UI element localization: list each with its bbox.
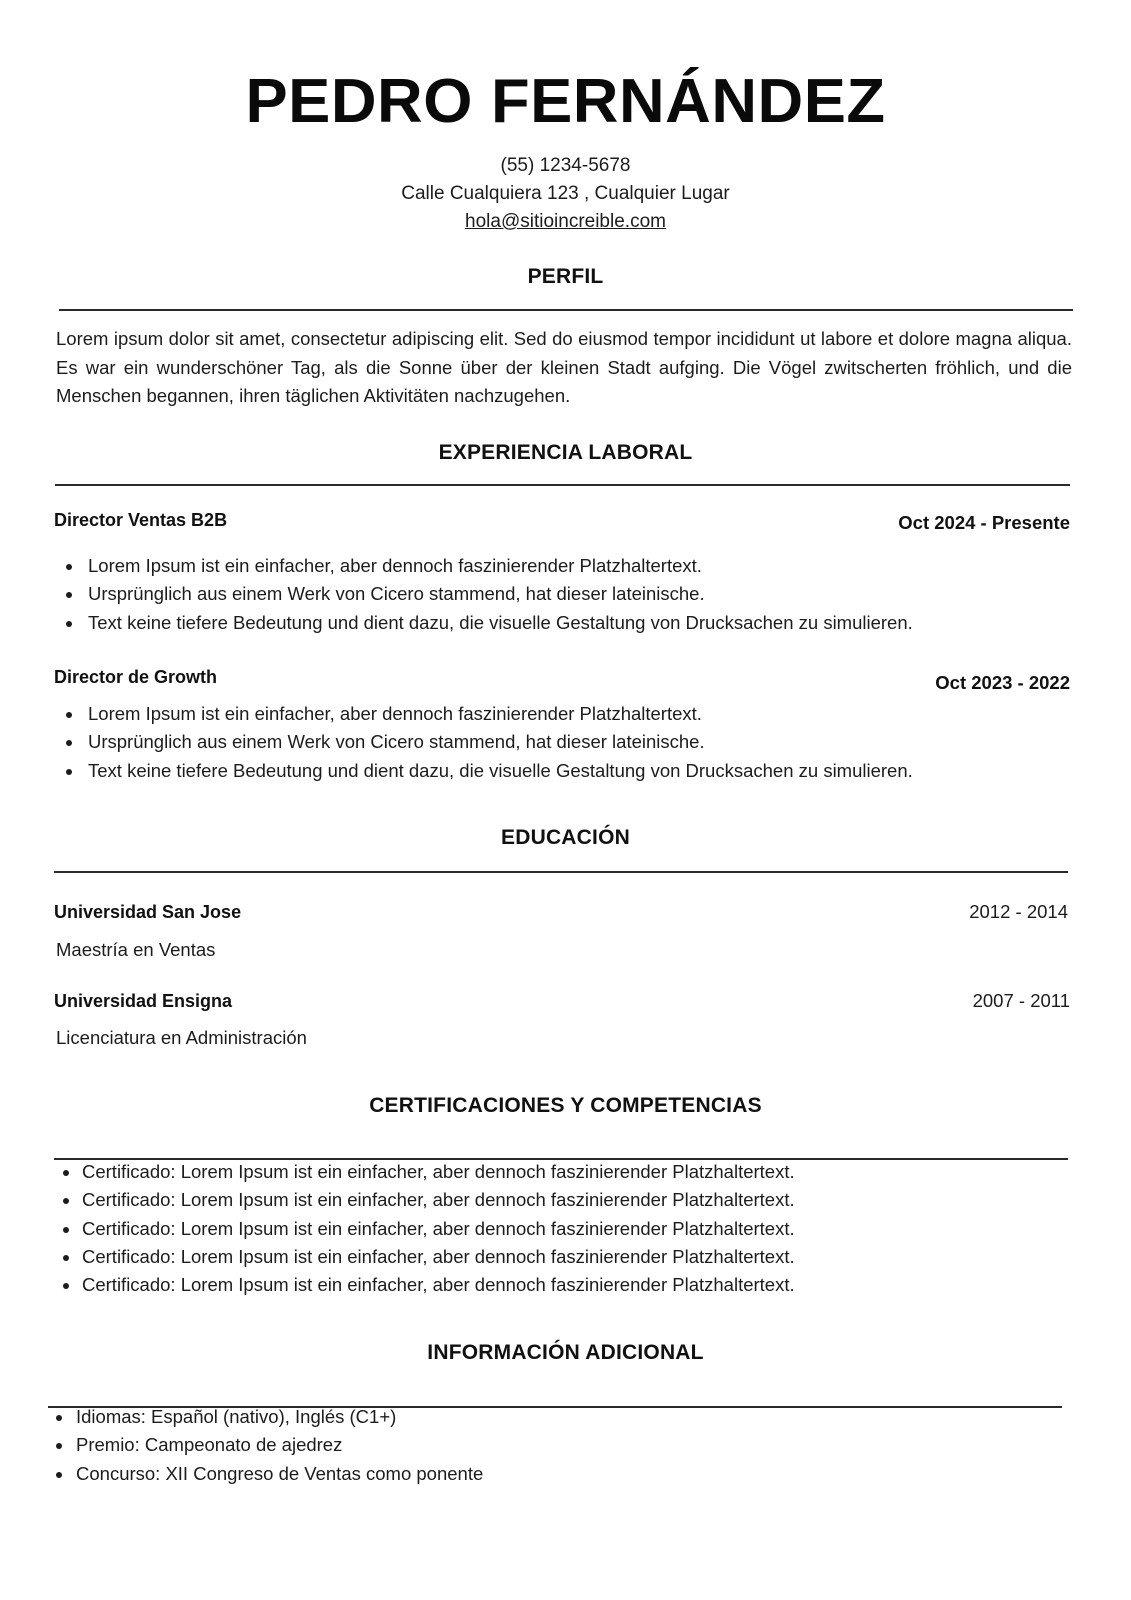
education-dates: 2012 - 2014 bbox=[969, 901, 1068, 922]
list-item: Idiomas: Español (nativo), Inglés (C1+) bbox=[56, 1403, 483, 1431]
list-item: Certificado: Lorem Ipsum ist ein einfacher, aber dennoch faszinierender Platzhaltertext. bbox=[63, 1243, 795, 1271]
bullet-icon bbox=[66, 712, 72, 718]
bullet-icon bbox=[66, 740, 72, 746]
list-item: Concurso: XII Congreso de Ventas como ponente bbox=[56, 1460, 483, 1488]
divider bbox=[54, 871, 1068, 873]
bullet-icon bbox=[63, 1170, 69, 1176]
bullet-icon bbox=[63, 1227, 69, 1233]
list-item: Ursprünglich aus einem Werk von Cicero stammend, hat dieser lateinische. bbox=[66, 728, 913, 756]
bullet-icon bbox=[66, 564, 72, 570]
degree: Maestría en Ventas bbox=[56, 939, 216, 960]
address: Calle Cualquiera 123 , Cualquier Lugar bbox=[401, 183, 730, 204]
list-item: Premio: Campeonato de ajedrez bbox=[56, 1431, 483, 1459]
divider bbox=[55, 484, 1070, 486]
bullet-icon bbox=[63, 1198, 69, 1204]
candidate-name: PEDRO FERNÁNDEZ bbox=[245, 67, 886, 136]
list-item: Text keine tiefere Bedeutung und dient dazu, die visuelle Gestaltung von Drucksachen zu simulieren. bbox=[66, 609, 913, 637]
list-item: Certificado: Lorem Ipsum ist ein einfacher, aber dennoch faszinierender Platzhaltertext. bbox=[63, 1186, 795, 1214]
section-title-additional: INFORMACIÓN ADICIONAL bbox=[427, 1341, 704, 1364]
profile-text: Lorem ipsum dolor sit amet, consectetur adipiscing elit. Sed do eiusmod tempor incididunt ut labore et dolore magna aliqua. Es war ein wunderschöner Tag, als die Sonne über der kleinen Stadt aufging. Die Vögel zwitscherten fröhlich, und die Menschen begannen, ihren täglichen Aktivitäten nachzugehen. bbox=[56, 328, 1072, 406]
bullet-icon bbox=[63, 1283, 69, 1289]
bullet-icon bbox=[66, 621, 72, 627]
bullet-icon bbox=[63, 1255, 69, 1261]
list-item: Ursprünglich aus einem Werk von Cicero stammend, hat dieser lateinische. bbox=[66, 580, 913, 608]
list-item: Text keine tiefere Bedeutung und dient dazu, die visuelle Gestaltung von Drucksachen zu simulieren. bbox=[66, 757, 913, 785]
certifications-list bbox=[63, 1158, 795, 1299]
bullet-icon bbox=[56, 1443, 62, 1449]
job-dates: Oct 2023 - 2022 bbox=[935, 672, 1070, 693]
job-role: Director Ventas B2B bbox=[54, 510, 228, 530]
bullet-icon bbox=[56, 1415, 62, 1421]
school-name: Universidad San Jose bbox=[54, 902, 242, 922]
section-title-education: EDUCACIÓN bbox=[501, 826, 630, 849]
bullet-icon bbox=[66, 769, 72, 775]
additional-info-list bbox=[56, 1403, 483, 1488]
job-dates: Oct 2024 - Presente bbox=[898, 512, 1070, 533]
school-name: Universidad Ensigna bbox=[54, 991, 233, 1011]
list-item: Certificado: Lorem Ipsum ist ein einfacher, aber dennoch faszinierender Platzhaltertext. bbox=[63, 1271, 795, 1299]
list-item: Lorem Ipsum ist ein einfacher, aber dennoch faszinierender Platzhaltertext. bbox=[66, 700, 913, 728]
job-bullet-list bbox=[66, 700, 913, 785]
divider bbox=[59, 309, 1073, 311]
section-title-profile: PERFIL bbox=[527, 265, 604, 288]
email-link[interactable]: hola@sitioincreible.com bbox=[465, 211, 666, 232]
education-dates: 2007 - 2011 bbox=[972, 990, 1070, 1011]
section-title-certifications: CERTIFICACIONES Y COMPETENCIAS bbox=[369, 1094, 762, 1117]
phone-number: (55) 1234-5678 bbox=[500, 155, 631, 176]
list-item: Lorem Ipsum ist ein einfacher, aber dennoch faszinierender Platzhaltertext. bbox=[66, 552, 913, 580]
job-role: Director de Growth bbox=[54, 667, 218, 687]
bullet-icon bbox=[66, 592, 72, 598]
list-item: Certificado: Lorem Ipsum ist ein einfacher, aber dennoch faszinierender Platzhaltertext. bbox=[63, 1158, 795, 1186]
degree: Licenciatura en Administración bbox=[56, 1027, 307, 1048]
bullet-icon bbox=[56, 1472, 62, 1478]
section-title-experience: EXPERIENCIA LABORAL bbox=[438, 441, 693, 464]
job-bullet-list bbox=[66, 552, 913, 637]
list-item: Certificado: Lorem Ipsum ist ein einfacher, aber dennoch faszinierender Platzhaltertext. bbox=[63, 1215, 795, 1243]
